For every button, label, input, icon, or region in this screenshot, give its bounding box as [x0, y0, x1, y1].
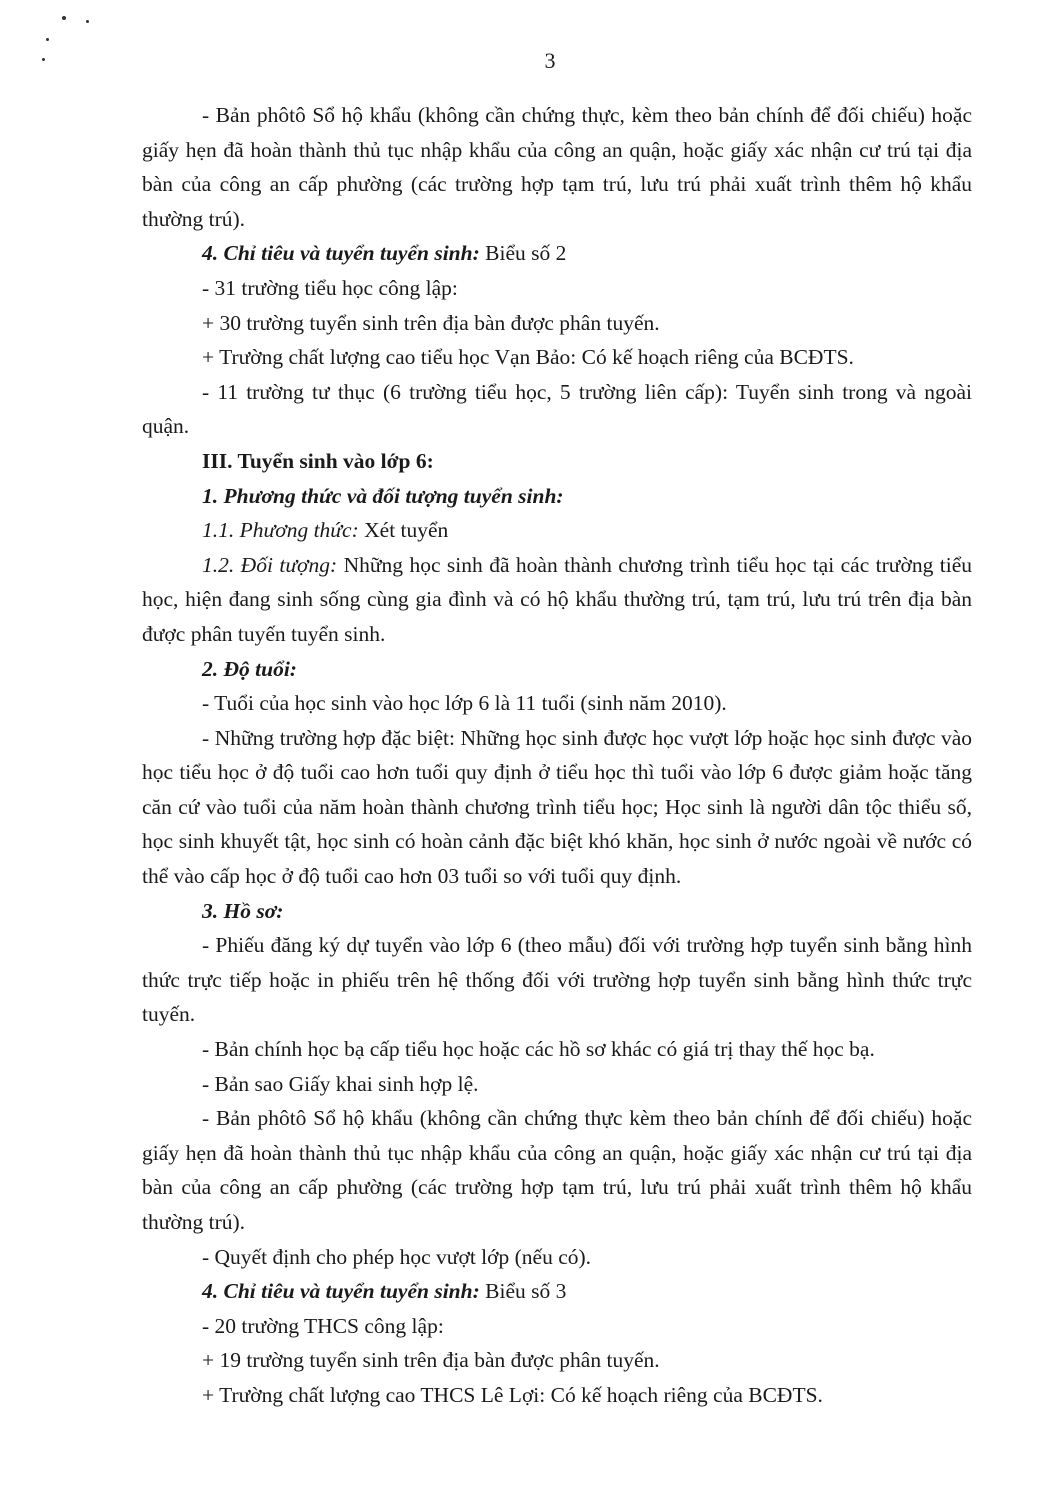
heading-quota-primary	[142, 236, 972, 271]
heading-text: Biểu số 2	[479, 241, 567, 266]
document-body	[142, 98, 972, 1413]
paragraph-subjects	[142, 548, 972, 652]
heading-label: 4. Chỉ tiêu và tuyển tuyển sinh:	[202, 241, 480, 266]
list-item: + 19 trường tuyển sinh trên địa bàn được phân tuyến.	[202, 1348, 660, 1373]
heading-text: Xét tuyển	[358, 518, 449, 543]
heading-documents: 3. Hồ sơ:	[202, 898, 284, 923]
heading-label: 1.2. Đối tượng:	[202, 552, 338, 577]
list-item: + Trường chất lượng cao THCS Lê Lợi: Có kế hoạch riêng của BCĐTS.	[202, 1382, 823, 1407]
paragraph-household-copy: - Bản phôtô Sổ hộ khẩu (không cần chứng thực, kèm theo bản chính để đối chiếu) hoặc giấy hẹn đã hoàn thành thủ tục nhập khẩu của công an quận, hoặc giấy xác nhận cư trú tại địa bàn của công an cấp phường (các trường hợp tạm trú, lưu trú phải xuất trình thêm hộ khẩu thường trú).	[142, 103, 972, 231]
heading-label: 1.1. Phương thức:	[202, 518, 359, 543]
heading-label: 4. Chỉ tiêu và tuyển tuyển sinh:	[202, 1279, 480, 1304]
paragraph-text: Những học sinh đã hoàn thành chương trình tiểu học tại các trường tiểu học, hiện đang sinh sống cùng gia đình và có hộ khẩu thường trú, tạm trú, lưu trú trên địa bàn được phân tuyến tuyển sinh.	[142, 552, 972, 646]
list-item: + 30 trường tuyển sinh trên địa bàn được phân tuyến.	[202, 310, 660, 335]
list-item: - Bản chính học bạ cấp tiểu học hoặc các hồ sơ khác có giá trị thay thế học bạ.	[202, 1037, 875, 1062]
heading-text: Biểu số 3	[479, 1279, 567, 1304]
paragraph-registration-form: - Phiếu đăng ký dự tuyển vào lớp 6 (theo mẫu) đối với trường hợp tuyển sinh bằng hình thức trực tiếp hoặc in phiếu trên hệ thống đối với trường hợp tuyển sinh bằng hình thức trực tuyến.	[142, 933, 972, 1027]
heading-method: 1. Phương thức và đối tượng tuyển sinh:	[202, 483, 564, 508]
list-item: - 20 trường THCS công lập:	[202, 1313, 444, 1338]
paragraph-special-cases: - Những trường hợp đặc biệt: Những học sinh được học vượt lớp hoặc học sinh được vào học tiểu học ở độ tuổi cao hơn tuổi quy định ở tiểu học thì tuổi vào lớp 6 được giảm hoặc tăng căn cứ vào tuổi của năm hoàn thành chương trình tiểu học; Học sinh là người dân tộc thiểu số, học sinh khuyết tật, học sinh có hoàn cảnh đặc biệt khó khăn, học sinh ở nước ngoài về nước có thể vào cấp học ở độ tuổi cao hơn 03 tuổi so với tuổi quy định.	[142, 725, 972, 889]
paragraph-age: - Tuổi của học sinh vào học lớp 6 là 11 tuổi (sinh năm 2010).	[202, 691, 727, 716]
list-item: - 31 trường tiểu học công lập:	[202, 275, 458, 300]
list-item: - Bản sao Giấy khai sinh hợp lệ.	[202, 1071, 479, 1096]
paragraph-household-copy-2: - Bản phôtô Sổ hộ khẩu (không cần chứng thực kèm theo bản chính để đối chiếu) hoặc giấy hẹn đã hoàn thành thủ tục nhập khẩu của công an quận, hoặc giấy xác nhận cư trú tại địa bàn của công an cấp phường (các trường hợp tạm trú, lưu trú phải xuất trình thêm hộ khẩu thường trú).	[142, 1106, 972, 1234]
section-heading-grade6: III. Tuyển sinh vào lớp 6:	[202, 448, 434, 473]
heading-quota-secondary	[142, 1274, 972, 1309]
page-number: 3	[544, 48, 556, 73]
paragraph-private-schools: - 11 trường tư thục (6 trường tiểu học, 5 trường liên cấp): Tuyển sinh trong và ngoài quận.	[142, 379, 972, 439]
list-item: - Quyết định cho phép học vượt lớp (nếu có).	[202, 1244, 592, 1269]
heading-age: 2. Độ tuổi:	[202, 656, 297, 681]
heading-method-detail	[142, 513, 972, 548]
list-item: + Trường chất lượng cao tiểu học Vạn Bảo: Có kế hoạch riêng của BCĐTS.	[202, 345, 854, 370]
